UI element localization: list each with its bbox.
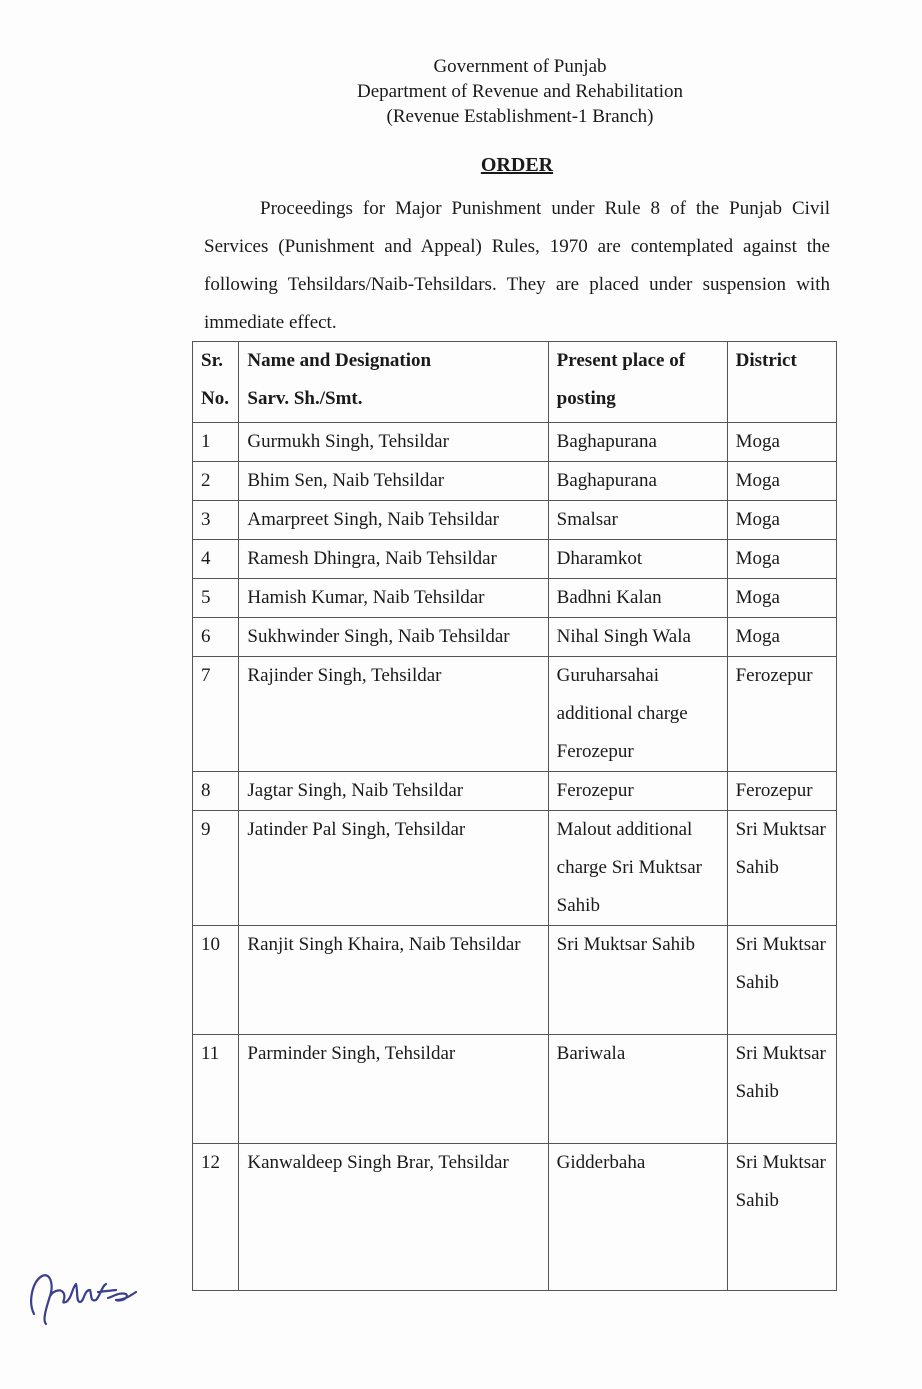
district-cell: Moga [727,540,836,579]
posting-cell: Smalsar [548,501,727,540]
district-cell: Moga [727,579,836,618]
header-name-designation: Name and Designation Sarv. Sh./Smt. [239,342,548,423]
sr-cell: 3 [193,501,239,540]
sr-cell: 12 [193,1144,239,1291]
sr-cell: 5 [193,579,239,618]
name-cell: Jatinder Pal Singh, Tehsildar [239,811,548,926]
posting-cell: Guruharsahai additional charge Ferozepur [548,657,727,772]
header-sr-no: Sr. No. [193,342,239,423]
table-header-row [193,342,837,423]
table-row [193,1035,837,1144]
name-cell: Rajinder Singh, Tehsildar [239,657,548,772]
order-intro-paragraph: Proceedings for Major Punishment under Rule 8 of the Punjab Civil Services (Punishment and Appeal) Rules, 1970 are contemplated against the following Tehsildars/Naib-Tehsildars. They are placed under suspension with immediate effect. [204,198,830,333]
district-cell: Sri Muktsar Sahib [727,1144,836,1291]
table-row [193,657,837,772]
header-district: District [727,342,836,423]
district-cell: Sri Muktsar Sahib [727,1035,836,1144]
sr-cell: 11 [193,1035,239,1144]
sr-cell: 1 [193,423,239,462]
suspension-table [192,341,837,1291]
district-cell: Moga [727,423,836,462]
government-name: Government of Punjab [433,56,607,77]
posting-cell: Sri Muktsar Sahib [548,926,727,1035]
sr-cell: 7 [193,657,239,772]
district-cell: Sri Muktsar Sahib [727,811,836,926]
posting-cell: Baghapurana [548,423,727,462]
table-row [193,926,837,1035]
name-cell: Kanwaldeep Singh Brar, Tehsildar [239,1144,548,1291]
posting-cell: Baghapurana [548,462,727,501]
posting-cell: Badhni Kalan [548,579,727,618]
sr-cell: 10 [193,926,239,1035]
handwritten-signature [20,1262,140,1332]
district-cell: Ferozepur [727,657,836,772]
name-cell: Parminder Singh, Tehsildar [239,1035,548,1144]
posting-cell: Ferozepur [548,772,727,811]
sr-cell: 2 [193,462,239,501]
posting-cell: Bariwala [548,1035,727,1144]
name-cell: Bhim Sen, Naib Tehsildar [239,462,548,501]
sr-cell: 9 [193,811,239,926]
table-row [193,618,837,657]
sr-cell: 6 [193,618,239,657]
name-cell: Sukhwinder Singh, Naib Tehsildar [239,618,548,657]
district-cell: Moga [727,501,836,540]
district-cell: Moga [727,462,836,501]
table-row [193,540,837,579]
district-cell: Ferozepur [727,772,836,811]
name-cell: Jagtar Singh, Naib Tehsildar [239,772,548,811]
table-row [193,772,837,811]
table-row [193,423,837,462]
table-row [193,462,837,501]
sr-cell: 8 [193,772,239,811]
header-posting: Present place of posting [548,342,727,423]
table-row [193,579,837,618]
sr-cell: 4 [193,540,239,579]
department-name: Department of Revenue and Rehabilitation [356,81,684,102]
name-cell: Amarpreet Singh, Naib Tehsildar [239,501,548,540]
name-cell: Ranjit Singh Khaira, Naib Tehsildar [239,926,548,1035]
posting-cell: Nihal Singh Wala [548,618,727,657]
table-row [193,501,837,540]
name-cell: Ramesh Dhingra, Naib Tehsildar [239,540,548,579]
letterhead [0,54,922,129]
district-cell: Moga [727,618,836,657]
table-row [193,1144,837,1291]
posting-cell: Gidderbaha [548,1144,727,1291]
table-row [193,811,837,926]
posting-cell: Dharamkot [548,540,727,579]
posting-cell: Malout additional charge Sri Muktsar Sahib [548,811,727,926]
district-cell: Sri Muktsar Sahib [727,926,836,1035]
branch-name: (Revenue Establishment-1 Branch) [386,106,654,127]
name-cell: Hamish Kumar, Naib Tehsildar [239,579,548,618]
order-title: ORDER [480,154,554,176]
name-cell: Gurmukh Singh, Tehsildar [239,423,548,462]
